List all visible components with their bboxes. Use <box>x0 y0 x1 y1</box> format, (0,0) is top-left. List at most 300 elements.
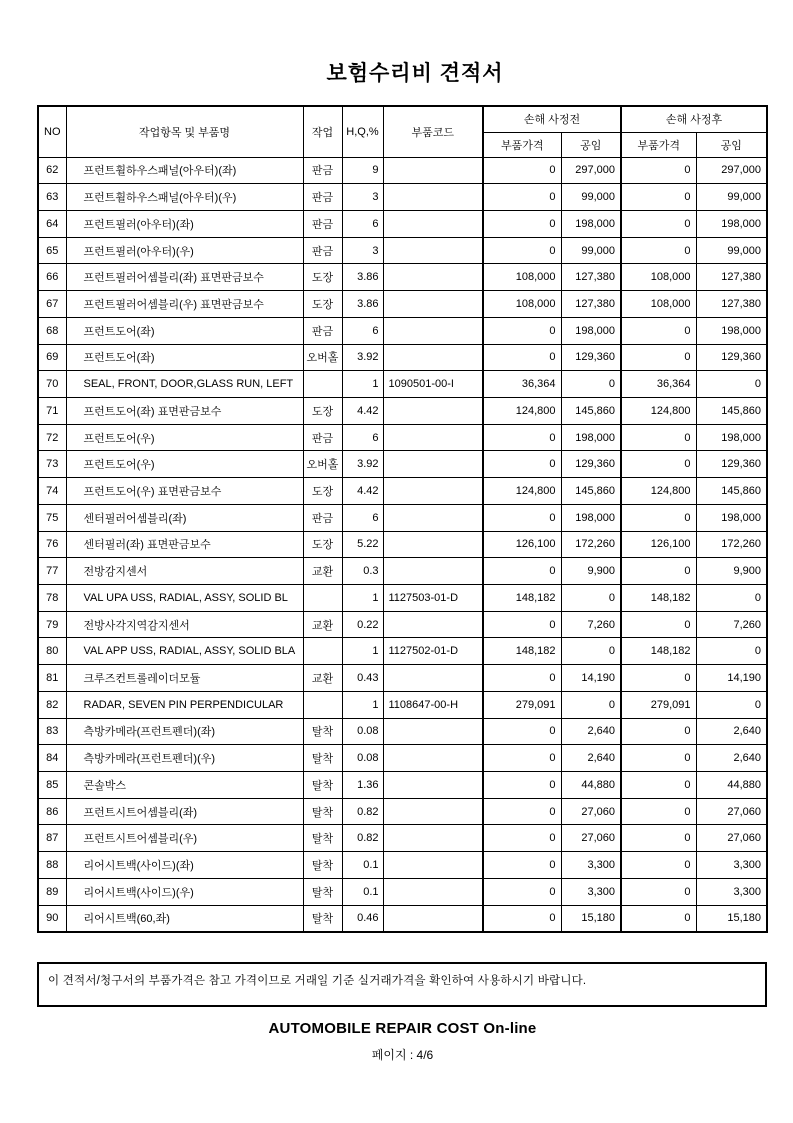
cell-part-code <box>383 397 483 424</box>
cell-part-code: 1090501-00-I <box>383 371 483 398</box>
cell-before-labor: 145,860 <box>561 397 621 424</box>
table-row <box>38 558 767 585</box>
cell-hq-percent: 6 <box>342 210 383 237</box>
cell-hq-percent: 3.92 <box>342 451 383 478</box>
cell-after-labor: 44,880 <box>696 772 767 799</box>
cell-hq-percent: 1 <box>342 691 383 718</box>
cell-part-code <box>383 210 483 237</box>
cell-item-name: 프런트도어(좌) <box>66 344 303 371</box>
cell-item-name: SEAL, FRONT, DOOR,GLASS RUN, LEFT <box>66 371 303 398</box>
cell-hq-percent: 0.3 <box>342 558 383 585</box>
cell-after-labor: 127,380 <box>696 291 767 318</box>
cell-part-code: 1127502-01-D <box>383 638 483 665</box>
cell-before-labor: 3,300 <box>561 852 621 879</box>
cell-before-part-price: 0 <box>483 825 561 852</box>
page-number: 페이지 : 4/6 <box>371 1048 434 1062</box>
cell-hq-percent: 0.82 <box>342 825 383 852</box>
cell-work-type: 오버홀 <box>303 344 342 371</box>
cell-after-part-price: 0 <box>621 772 696 799</box>
estimate-table <box>37 105 768 933</box>
cell-before-labor: 99,000 <box>561 184 621 211</box>
cell-row-number: 78 <box>38 585 66 612</box>
cell-after-part-price: 0 <box>621 611 696 638</box>
cell-work-type <box>303 638 342 665</box>
table-row <box>38 397 767 424</box>
cell-before-labor: 198,000 <box>561 424 621 451</box>
cell-work-type: 탈착 <box>303 718 342 745</box>
cell-part-code <box>383 157 483 184</box>
cell-before-labor: 27,060 <box>561 825 621 852</box>
cell-before-labor: 172,260 <box>561 531 621 558</box>
cell-before-labor: 3,300 <box>561 878 621 905</box>
cell-part-code <box>383 558 483 585</box>
cell-row-number: 85 <box>38 772 66 799</box>
cell-after-part-price: 0 <box>621 558 696 585</box>
cell-row-number: 82 <box>38 691 66 718</box>
cell-work-type: 판금 <box>303 504 342 531</box>
table-row <box>38 531 767 558</box>
cell-part-code <box>383 718 483 745</box>
cell-after-part-price: 0 <box>621 825 696 852</box>
cell-row-number: 86 <box>38 798 66 825</box>
cell-work-type: 도장 <box>303 397 342 424</box>
cell-work-type: 탈착 <box>303 798 342 825</box>
cell-before-labor: 0 <box>561 585 621 612</box>
cell-hq-percent: 0.1 <box>342 878 383 905</box>
cell-before-labor: 198,000 <box>561 210 621 237</box>
cell-after-part-price: 0 <box>621 878 696 905</box>
cell-after-labor: 129,360 <box>696 344 767 371</box>
cell-item-name: 리어시트백(사이드)(좌) <box>66 852 303 879</box>
cell-before-part-price: 0 <box>483 878 561 905</box>
cell-after-part-price: 0 <box>621 210 696 237</box>
col-header-before-part-price: 부품가격 <box>483 132 561 157</box>
table-row <box>38 745 767 772</box>
cell-hq-percent: 3 <box>342 184 383 211</box>
cell-hq-percent: 3.86 <box>342 291 383 318</box>
cell-part-code <box>383 905 483 932</box>
cell-hq-percent: 5.22 <box>342 531 383 558</box>
table-body <box>38 157 767 932</box>
cell-before-part-price: 0 <box>483 504 561 531</box>
cell-row-number: 71 <box>38 397 66 424</box>
cell-after-labor: 27,060 <box>696 798 767 825</box>
cell-item-name: 전방사각지역감지센서 <box>66 611 303 638</box>
col-header-hq: H,Q,% <box>342 106 383 157</box>
cell-before-labor: 14,190 <box>561 665 621 692</box>
cell-before-part-price: 0 <box>483 184 561 211</box>
cell-after-part-price: 0 <box>621 852 696 879</box>
cell-after-part-price: 0 <box>621 424 696 451</box>
cell-row-number: 87 <box>38 825 66 852</box>
cell-work-type: 판금 <box>303 184 342 211</box>
cell-work-type <box>303 691 342 718</box>
cell-hq-percent: 6 <box>342 504 383 531</box>
cell-after-part-price: 124,800 <box>621 397 696 424</box>
cell-before-part-price: 126,100 <box>483 531 561 558</box>
cell-before-part-price: 36,364 <box>483 371 561 398</box>
cell-part-code: 1108647-00-H <box>383 691 483 718</box>
cell-row-number: 89 <box>38 878 66 905</box>
cell-after-part-price: 126,100 <box>621 531 696 558</box>
cell-item-name: 리어시트백(60,좌) <box>66 905 303 932</box>
cell-item-name: 프런트필러(아우터)(좌) <box>66 210 303 237</box>
cell-row-number: 62 <box>38 157 66 184</box>
cell-row-number: 65 <box>38 237 66 264</box>
cell-before-labor: 7,260 <box>561 611 621 638</box>
cell-after-labor: 172,260 <box>696 531 767 558</box>
cell-part-code <box>383 291 483 318</box>
cell-work-type: 탈착 <box>303 878 342 905</box>
table-row <box>38 264 767 291</box>
cell-after-labor: 27,060 <box>696 825 767 852</box>
cell-row-number: 76 <box>38 531 66 558</box>
cell-after-part-price: 148,182 <box>621 638 696 665</box>
cell-after-part-price: 0 <box>621 237 696 264</box>
table-row <box>38 611 767 638</box>
cell-after-part-price: 0 <box>621 504 696 531</box>
cell-before-labor: 9,900 <box>561 558 621 585</box>
cell-after-labor: 3,300 <box>696 852 767 879</box>
cell-before-part-price: 0 <box>483 718 561 745</box>
table-row <box>38 718 767 745</box>
table-row <box>38 371 767 398</box>
cell-before-labor: 0 <box>561 371 621 398</box>
cell-after-labor: 15,180 <box>696 905 767 932</box>
cell-before-part-price: 108,000 <box>483 264 561 291</box>
cell-after-labor: 198,000 <box>696 317 767 344</box>
cell-after-part-price: 0 <box>621 317 696 344</box>
cell-hq-percent: 1 <box>342 371 383 398</box>
col-group-before-assessment: 손해 사정전 <box>483 106 621 132</box>
cell-work-type: 판금 <box>303 237 342 264</box>
cell-hq-percent: 6 <box>342 317 383 344</box>
table-row <box>38 638 767 665</box>
cell-after-part-price: 0 <box>621 344 696 371</box>
cell-after-labor: 145,860 <box>696 478 767 505</box>
table-row <box>38 665 767 692</box>
cell-after-labor: 297,000 <box>696 157 767 184</box>
cell-work-type <box>303 585 342 612</box>
cell-before-part-price: 279,091 <box>483 691 561 718</box>
cell-after-part-price: 148,182 <box>621 585 696 612</box>
cell-part-code <box>383 825 483 852</box>
cell-before-labor: 297,000 <box>561 157 621 184</box>
cell-before-labor: 127,380 <box>561 291 621 318</box>
cell-item-name: 리어시트백(사이드)(우) <box>66 878 303 905</box>
cell-item-name: 프런트필러(아우터)(우) <box>66 237 303 264</box>
cell-row-number: 70 <box>38 371 66 398</box>
table-row <box>38 878 767 905</box>
cell-item-name: 측방카메라(프런트펜더)(우) <box>66 745 303 772</box>
cell-before-part-price: 0 <box>483 424 561 451</box>
cell-before-labor: 2,640 <box>561 745 621 772</box>
table-row <box>38 852 767 879</box>
cell-after-part-price: 0 <box>621 745 696 772</box>
cell-hq-percent: 0.82 <box>342 798 383 825</box>
col-header-before-labor: 공임 <box>561 132 621 157</box>
cell-work-type: 교환 <box>303 611 342 638</box>
cell-part-code <box>383 424 483 451</box>
cell-before-part-price: 0 <box>483 905 561 932</box>
cell-item-name: 프런트시트어셈블리(좌) <box>66 798 303 825</box>
cell-hq-percent: 0.22 <box>342 611 383 638</box>
cell-part-code <box>383 878 483 905</box>
cell-row-number: 63 <box>38 184 66 211</box>
cell-before-part-price: 0 <box>483 237 561 264</box>
cell-before-part-price: 0 <box>483 745 561 772</box>
table-row <box>38 504 767 531</box>
cell-row-number: 75 <box>38 504 66 531</box>
cell-part-code <box>383 317 483 344</box>
cell-after-part-price: 279,091 <box>621 691 696 718</box>
cell-before-part-price: 0 <box>483 210 561 237</box>
cell-item-name: 전방감지센서 <box>66 558 303 585</box>
cell-before-part-price: 124,800 <box>483 397 561 424</box>
cell-after-labor: 198,000 <box>696 504 767 531</box>
cell-item-name: 프런트필러어셈블리(좌) 표면판금보수 <box>66 264 303 291</box>
table-row <box>38 237 767 264</box>
cell-row-number: 68 <box>38 317 66 344</box>
cell-after-part-price: 0 <box>621 184 696 211</box>
cell-after-part-price: 0 <box>621 905 696 932</box>
cell-work-type: 판금 <box>303 210 342 237</box>
cell-hq-percent: 0.08 <box>342 745 383 772</box>
cell-row-number: 64 <box>38 210 66 237</box>
cell-row-number: 88 <box>38 852 66 879</box>
cell-part-code <box>383 665 483 692</box>
cell-item-name: 프런트시트어셈블리(우) <box>66 825 303 852</box>
cell-work-type: 교환 <box>303 558 342 585</box>
cell-item-name: 프런트휠하우스패널(아우터)(우) <box>66 184 303 211</box>
cell-before-labor: 44,880 <box>561 772 621 799</box>
cell-work-type <box>303 371 342 398</box>
table-row <box>38 585 767 612</box>
table-row <box>38 317 767 344</box>
cell-after-part-price: 0 <box>621 665 696 692</box>
cell-after-labor: 2,640 <box>696 745 767 772</box>
cell-before-labor: 198,000 <box>561 317 621 344</box>
table-row <box>38 344 767 371</box>
cell-part-code <box>383 264 483 291</box>
cell-work-type: 도장 <box>303 264 342 291</box>
brand-line: AUTOMOBILE REPAIR COST On-line <box>268 1020 537 1037</box>
cell-after-part-price: 0 <box>621 798 696 825</box>
cell-item-name: VAL APP USS, RADIAL, ASSY, SOLID BLA <box>66 638 303 665</box>
cell-before-part-price: 124,800 <box>483 478 561 505</box>
cell-after-part-price: 108,000 <box>621 264 696 291</box>
cell-work-type: 판금 <box>303 317 342 344</box>
cell-item-name: 프런트도어(좌) <box>66 317 303 344</box>
cell-before-labor: 145,860 <box>561 478 621 505</box>
cell-row-number: 83 <box>38 718 66 745</box>
cell-row-number: 69 <box>38 344 66 371</box>
cell-row-number: 74 <box>38 478 66 505</box>
cell-part-code <box>383 504 483 531</box>
cell-item-name: 센터필러어셈블리(좌) <box>66 504 303 531</box>
cell-row-number: 81 <box>38 665 66 692</box>
col-header-no: NO <box>38 106 66 157</box>
cell-row-number: 67 <box>38 291 66 318</box>
cell-part-code <box>383 745 483 772</box>
col-header-after-part-price: 부품가격 <box>621 132 696 157</box>
table-row <box>38 210 767 237</box>
cell-after-labor: 0 <box>696 585 767 612</box>
cell-after-labor: 129,360 <box>696 451 767 478</box>
table-header <box>38 106 767 157</box>
table-row <box>38 291 767 318</box>
cell-hq-percent: 1.36 <box>342 772 383 799</box>
cell-after-part-price: 0 <box>621 451 696 478</box>
cell-before-labor: 27,060 <box>561 798 621 825</box>
cell-before-part-price: 0 <box>483 157 561 184</box>
cell-before-part-price: 148,182 <box>483 638 561 665</box>
cell-after-labor: 0 <box>696 371 767 398</box>
cell-part-code <box>383 451 483 478</box>
cell-hq-percent: 1 <box>342 638 383 665</box>
cell-part-code <box>383 344 483 371</box>
cell-item-name: RADAR, SEVEN PIN PERPENDICULAR <box>66 691 303 718</box>
col-header-item: 작업항목 및 부품명 <box>66 106 303 157</box>
cell-before-labor: 198,000 <box>561 504 621 531</box>
cell-item-name: 프런트도어(좌) 표면판금보수 <box>66 397 303 424</box>
cell-hq-percent: 4.42 <box>342 397 383 424</box>
cell-before-labor: 2,640 <box>561 718 621 745</box>
cell-hq-percent: 0.1 <box>342 852 383 879</box>
table-row <box>38 157 767 184</box>
cell-after-labor: 0 <box>696 638 767 665</box>
cell-before-part-price: 108,000 <box>483 291 561 318</box>
cell-hq-percent: 3 <box>342 237 383 264</box>
cell-hq-percent: 0.46 <box>342 905 383 932</box>
cell-before-part-price: 0 <box>483 344 561 371</box>
cell-after-labor: 99,000 <box>696 237 767 264</box>
cell-before-part-price: 0 <box>483 317 561 344</box>
cell-after-labor: 127,380 <box>696 264 767 291</box>
cell-part-code <box>383 478 483 505</box>
cell-row-number: 90 <box>38 905 66 932</box>
table-row <box>38 825 767 852</box>
cell-hq-percent: 3.86 <box>342 264 383 291</box>
table-row <box>38 691 767 718</box>
table-row <box>38 424 767 451</box>
cell-hq-percent: 3.92 <box>342 344 383 371</box>
cell-after-labor: 7,260 <box>696 611 767 638</box>
cell-after-part-price: 36,364 <box>621 371 696 398</box>
notice-text: 이 견적서/청구서의 부품가격은 참고 가격이므로 거래일 기준 실거래가격을 확인하여 사용하시기 바랍니다. <box>48 975 587 987</box>
cell-work-type: 탈착 <box>303 745 342 772</box>
cell-item-name: 프런트도어(우) 표면판금보수 <box>66 478 303 505</box>
cell-after-labor: 99,000 <box>696 184 767 211</box>
cell-part-code <box>383 611 483 638</box>
cell-after-labor: 145,860 <box>696 397 767 424</box>
notice-box <box>37 962 767 1007</box>
table-row <box>38 772 767 799</box>
cell-work-type: 도장 <box>303 291 342 318</box>
cell-item-name: 측방카메라(프런트펜더)(좌) <box>66 718 303 745</box>
cell-work-type: 탈착 <box>303 852 342 879</box>
col-header-part-code: 부품코드 <box>383 106 483 157</box>
cell-before-part-price: 148,182 <box>483 585 561 612</box>
table-row <box>38 798 767 825</box>
cell-row-number: 72 <box>38 424 66 451</box>
cell-after-labor: 2,640 <box>696 718 767 745</box>
cell-part-code <box>383 852 483 879</box>
cell-after-labor: 198,000 <box>696 210 767 237</box>
cell-row-number: 66 <box>38 264 66 291</box>
cell-after-labor: 0 <box>696 691 767 718</box>
cell-after-labor: 14,190 <box>696 665 767 692</box>
cell-hq-percent: 9 <box>342 157 383 184</box>
cell-work-type: 탈착 <box>303 772 342 799</box>
cell-item-name: VAL UPA USS, RADIAL, ASSY, SOLID BL <box>66 585 303 612</box>
cell-part-code <box>383 772 483 799</box>
cell-work-type: 교환 <box>303 665 342 692</box>
cell-item-name: 콘솔박스 <box>66 772 303 799</box>
cell-row-number: 73 <box>38 451 66 478</box>
cell-after-part-price: 0 <box>621 157 696 184</box>
cell-before-labor: 99,000 <box>561 237 621 264</box>
page-title: 보험수리비 견적서 <box>326 62 504 85</box>
cell-after-labor: 3,300 <box>696 878 767 905</box>
cell-item-name: 프런트도어(우) <box>66 424 303 451</box>
cell-item-name: 크루즈컨트롤레이더모듈 <box>66 665 303 692</box>
cell-before-part-price: 0 <box>483 665 561 692</box>
cell-row-number: 84 <box>38 745 66 772</box>
cell-part-code: 1127503-01-D <box>383 585 483 612</box>
cell-before-part-price: 0 <box>483 852 561 879</box>
cell-work-type: 도장 <box>303 531 342 558</box>
cell-hq-percent: 1 <box>342 585 383 612</box>
cell-work-type: 탈착 <box>303 825 342 852</box>
col-header-after-labor: 공임 <box>696 132 767 157</box>
cell-work-type: 탈착 <box>303 905 342 932</box>
table-row <box>38 478 767 505</box>
cell-before-labor: 127,380 <box>561 264 621 291</box>
cell-work-type: 판금 <box>303 424 342 451</box>
cell-before-part-price: 0 <box>483 611 561 638</box>
cell-hq-percent: 4.42 <box>342 478 383 505</box>
cell-item-name: 센터필러(좌) 표면판금보수 <box>66 531 303 558</box>
col-header-work: 작업 <box>303 106 342 157</box>
cell-after-labor: 9,900 <box>696 558 767 585</box>
cell-after-part-price: 0 <box>621 718 696 745</box>
cell-before-labor: 0 <box>561 638 621 665</box>
cell-hq-percent: 6 <box>342 424 383 451</box>
cell-row-number: 77 <box>38 558 66 585</box>
cell-before-labor: 129,360 <box>561 451 621 478</box>
cell-part-code <box>383 237 483 264</box>
cell-row-number: 80 <box>38 638 66 665</box>
cell-part-code <box>383 798 483 825</box>
cell-before-labor: 0 <box>561 691 621 718</box>
cell-before-part-price: 0 <box>483 451 561 478</box>
cell-part-code <box>383 184 483 211</box>
cell-work-type: 도장 <box>303 478 342 505</box>
col-group-after-assessment: 손해 사정후 <box>621 106 767 132</box>
cell-after-part-price: 108,000 <box>621 291 696 318</box>
cell-hq-percent: 0.43 <box>342 665 383 692</box>
table-row <box>38 184 767 211</box>
table-row <box>38 905 767 932</box>
cell-after-labor: 198,000 <box>696 424 767 451</box>
cell-before-part-price: 0 <box>483 558 561 585</box>
cell-after-part-price: 124,800 <box>621 478 696 505</box>
cell-item-name: 프런트필러어셈블리(우) 표면판금보수 <box>66 291 303 318</box>
cell-work-type: 판금 <box>303 157 342 184</box>
cell-hq-percent: 0.08 <box>342 718 383 745</box>
cell-part-code <box>383 531 483 558</box>
